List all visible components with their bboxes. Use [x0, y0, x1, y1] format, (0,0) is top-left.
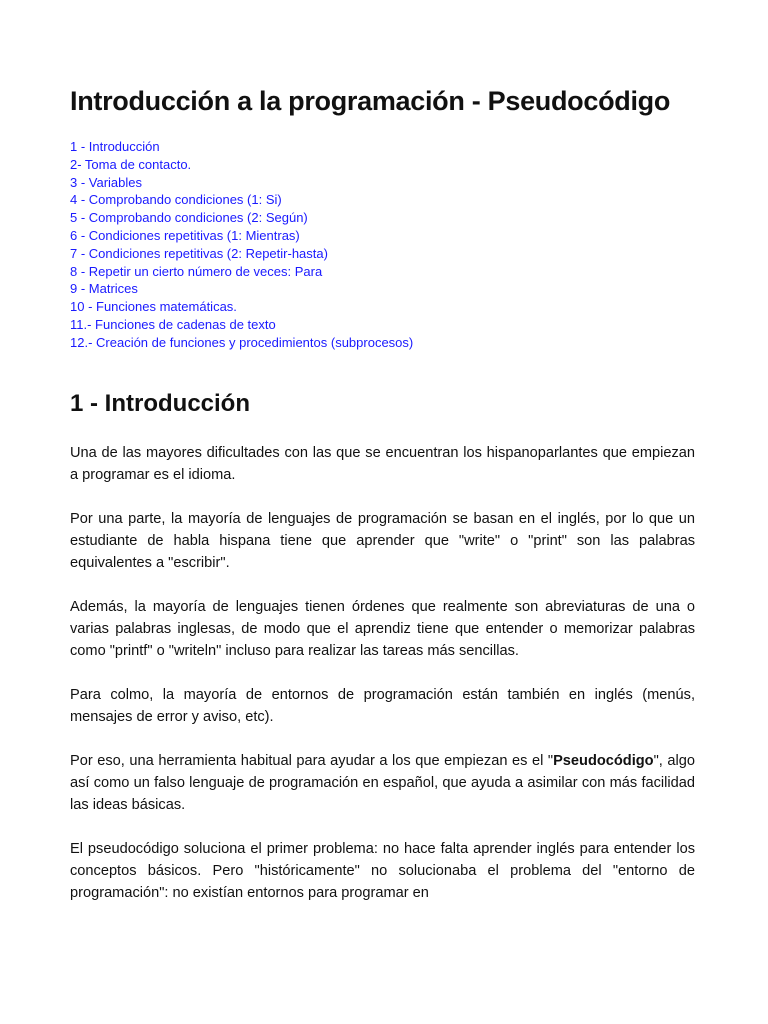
paragraph-3: Además, la mayoría de lenguajes tienen órdenes que realmente son abreviaturas de una o varias palabras inglesas, de modo que el aprendiz tiene que entender o memorizar palabras como "printf" o "writeln" incluso para realizar las tareas más sencillas. [70, 599, 695, 659]
paragraph-5 [70, 750, 695, 816]
toc-link-toma-de-contacto[interactable]: 2- Toma de contacto. [70, 156, 192, 172]
document-title: Introducción a la programación - Pseudocódigo [70, 86, 671, 116]
section-heading-introduccion: 1 - Introducción [70, 390, 250, 417]
toc-link-repetitivas-repetir-hasta[interactable]: 7 - Condiciones repetitivas (2: Repetir-hasta) [70, 245, 328, 261]
paragraph-1: Una de las mayores dificultades con las que se encuentran los hispanoparlantes que empiezan a programar es el idioma. [70, 445, 695, 483]
toc-link-variables[interactable]: 3 - Variables [70, 174, 143, 190]
toc-link-para[interactable]: 8 - Repetir un cierto número de veces: Para [70, 263, 323, 279]
paragraph-2: Por una parte, la mayoría de lenguajes de programación se basan en el inglés, por lo que un estudiante de habla hispana tiene que aprender que "write" o "print" son las palabras equivalentes a "escribir". [70, 511, 695, 571]
toc-link-matrices[interactable]: 9 - Matrices [70, 281, 138, 297]
table-of-contents [70, 138, 413, 352]
toc-link-condiciones-segun[interactable]: 5 - Comprobando condiciones (2: Según) [70, 210, 308, 226]
toc-link-cadenas-de-texto[interactable]: 11.- Funciones de cadenas de texto [70, 316, 276, 332]
toc-link-funciones-matematicas[interactable]: 10 - Funciones matemáticas. [70, 299, 237, 315]
toc-link-repetitivas-mientras[interactable]: 6 - Condiciones repetitivas (1: Mientras) [70, 227, 300, 243]
toc-link-funciones-procedimientos[interactable]: 12.- Creación de funciones y procedimientos (subprocesos) [70, 334, 414, 350]
toc-link-condiciones-si[interactable]: 4 - Comprobando condiciones (1: Si) [70, 192, 282, 208]
paragraph-5-text-start: Por eso, una herramienta habitual para ayudar a los que empiezan es el " [70, 753, 554, 769]
paragraph-5-text-end: ", algo así como un falso lenguaje de programación en español, que ayuda a asimilar con más facilidad las ideas básicas. [70, 753, 695, 813]
paragraph-4: Para colmo, la mayoría de entornos de programación están también en inglés (menús, mensajes de error y aviso, etc). [70, 687, 695, 725]
section-body [70, 442, 695, 926]
paragraph-6: El pseudocódigo soluciona el primer problema: no hace falta aprender inglés para entender los conceptos básicos. Pero "históricamente" no solucionaba el problema del "entorno de programación": no existían entornos para programar en [70, 841, 695, 901]
toc-link-introduccion[interactable]: 1 - Introducción [70, 139, 160, 154]
pseudocodigo-term: Pseudocódigo [553, 753, 654, 769]
